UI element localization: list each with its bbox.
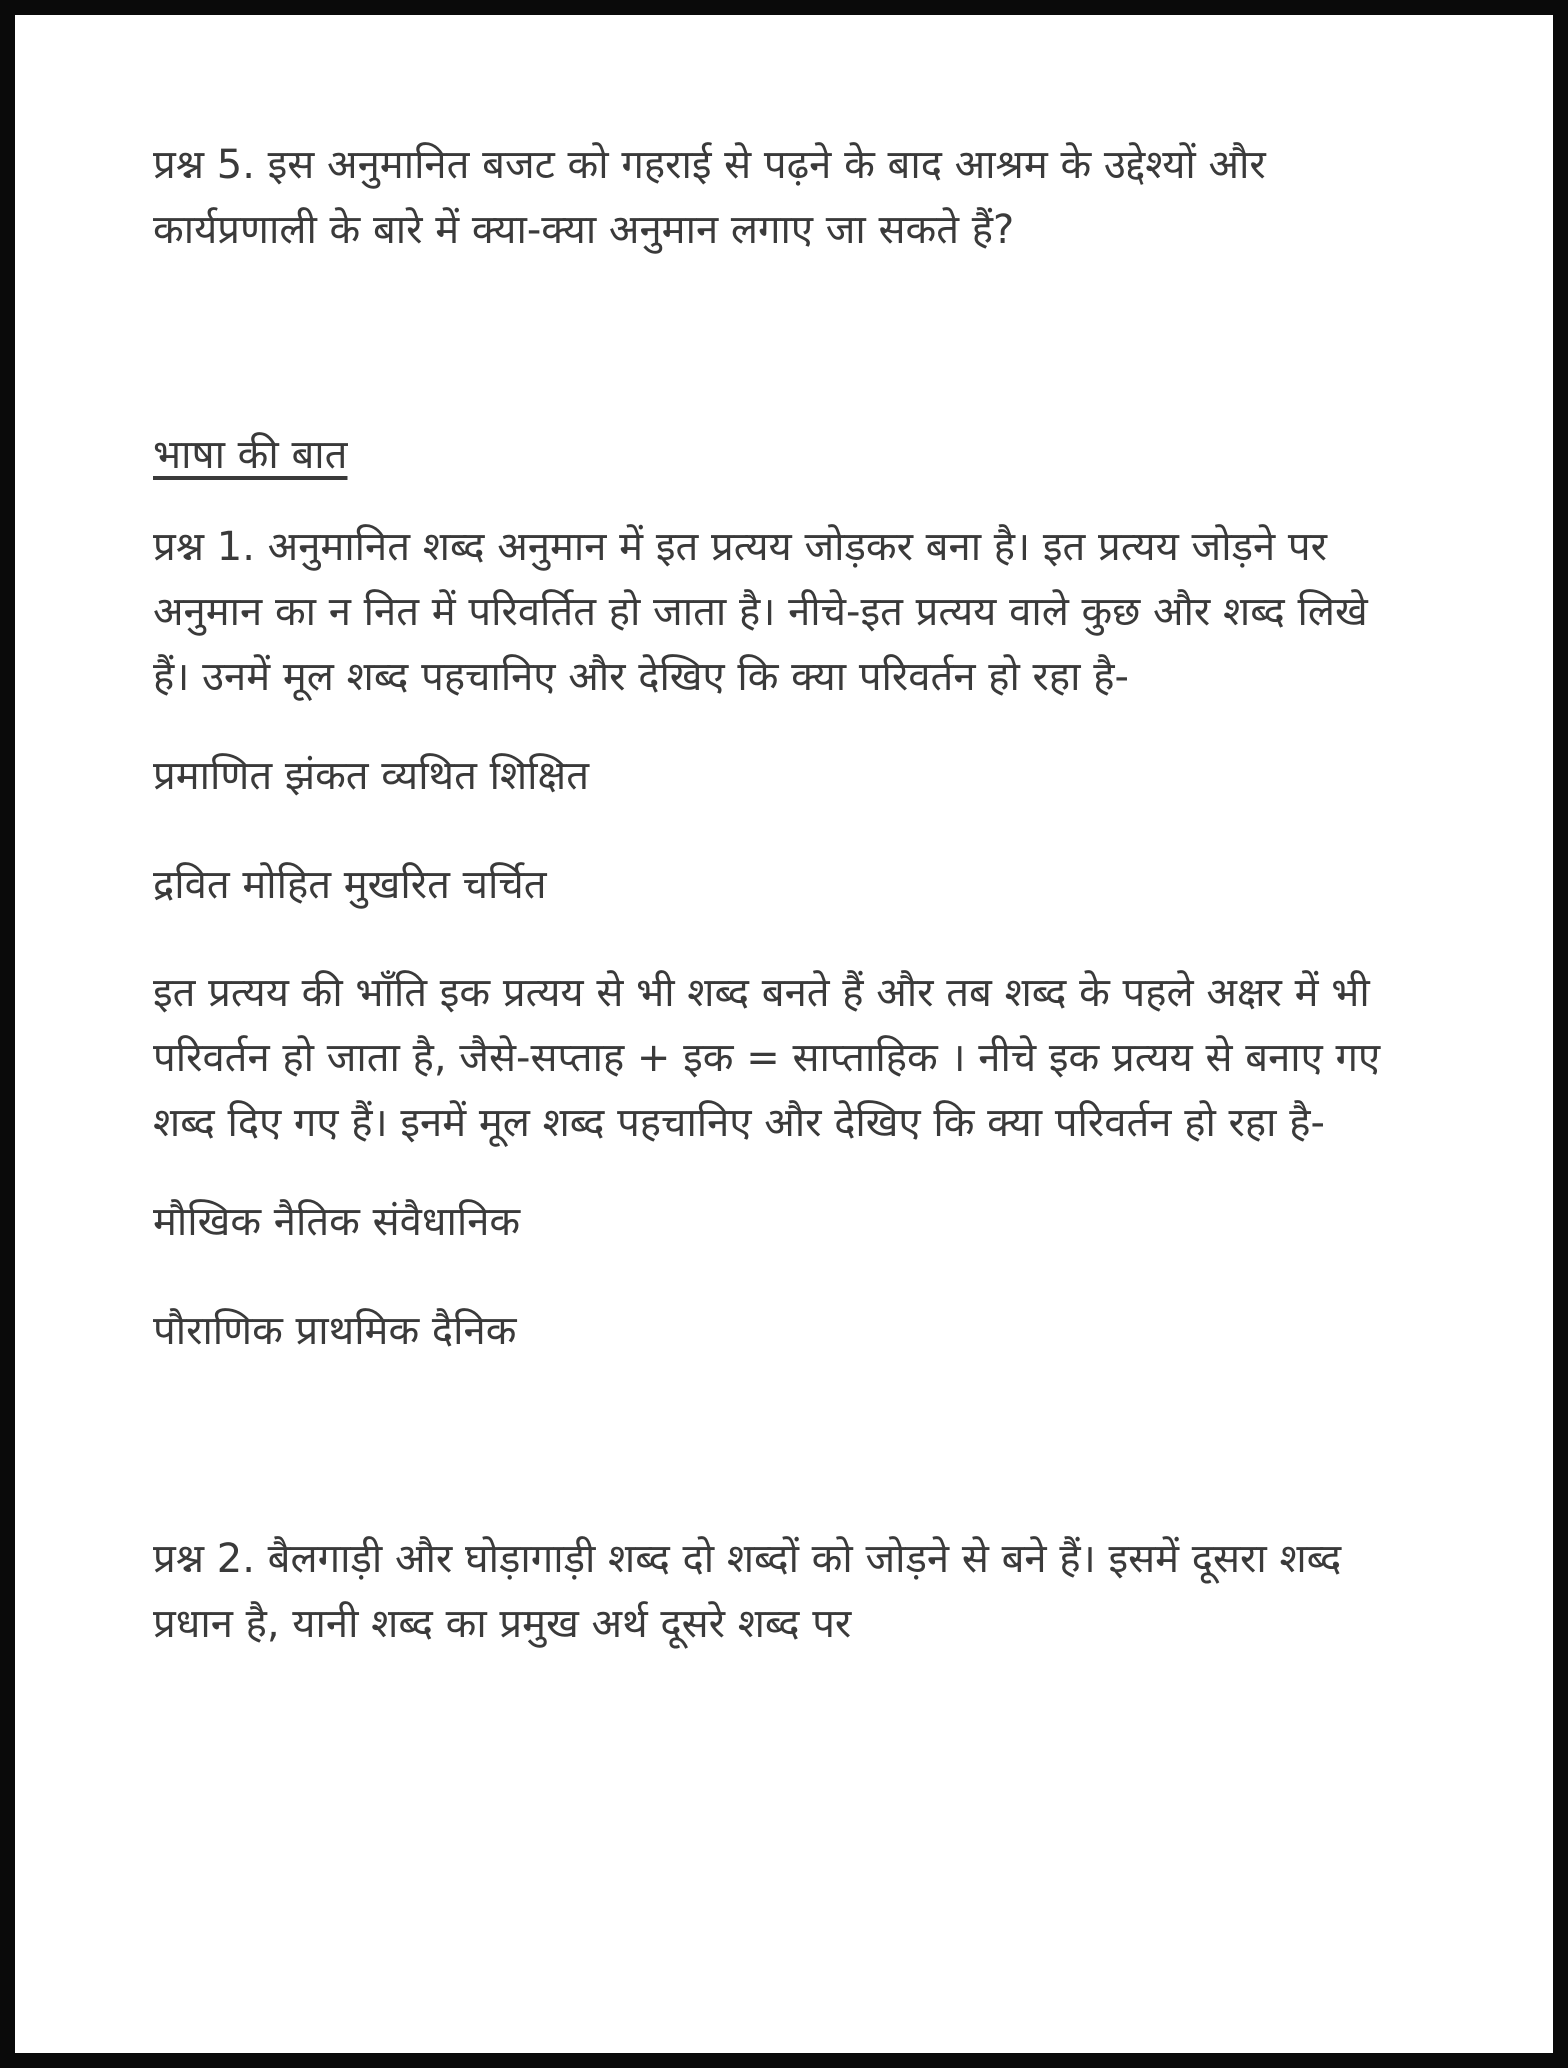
word-list-it-row-2: द्रवित मोहित मुखरित चर्चित (153, 861, 547, 908)
paragraph-ik-suffix: इत प्रत्यय की भाँति इक प्रत्यय से भी शब्द बनते हैं और तब शब्द के पहले अक्षर में भी परिवर्तन हो जाता है, जैसे-सप्ताह + इक = साप्ताहिक । नीचे इक प्रत्यय से बनाए गए शब्द दिए गए हैं। इनमें मूल शब्द पहचानिए और देखिए कि क्या परिवर्तन हो रहा है- (153, 970, 1381, 1146)
word-list-ik-row-1: मौखिक नैतिक संवैधानिक (153, 1198, 521, 1245)
word-list-it-row-1: प्रमाणित झंकत व्यथित शिक्षित (153, 752, 590, 799)
section-heading-bhasha-ki-baat: भाषा की बात (153, 431, 348, 478)
word-list-ik-row-2: पौराणिक प्राथमिक दैनिक (153, 1307, 517, 1354)
document-content (15, 15, 1553, 1657)
question-2-text: प्रश्न 2. बैलगाड़ी और घोड़ागाड़ी शब्द दो शब्दों को जोड़ने से बने हैं। इसमें दूसरा शब्द प्रधान है, यानी शब्द का प्रमुख अर्थ दूसरे शब्द पर (153, 1536, 1342, 1648)
question-1-text: प्रश्न 1. अनुमानित शब्द अनुमान में इत प्रत्यय जोड़कर बना है। इत प्रत्यय जोड़ने पर अनुमान का न नित में परिवर्तित हो जाता है। नीचे-इत प्रत्यय वाले कुछ और शब्द लिखे हैं। उनमें मूल शब्द पहचानिए और देखिए कि क्या परिवर्तन हो रहा है- (153, 524, 1368, 700)
question-5-text: प्रश्न 5. इस अनुमानित बजट को गहराई से पढ़ने के बाद आश्रम के उद्देश्यों और कार्यप्रणाली के बारे में क्या-क्या अनुमान लगाए जा सकते हैं? (153, 142, 1266, 253)
spacer (153, 1407, 1403, 1527)
